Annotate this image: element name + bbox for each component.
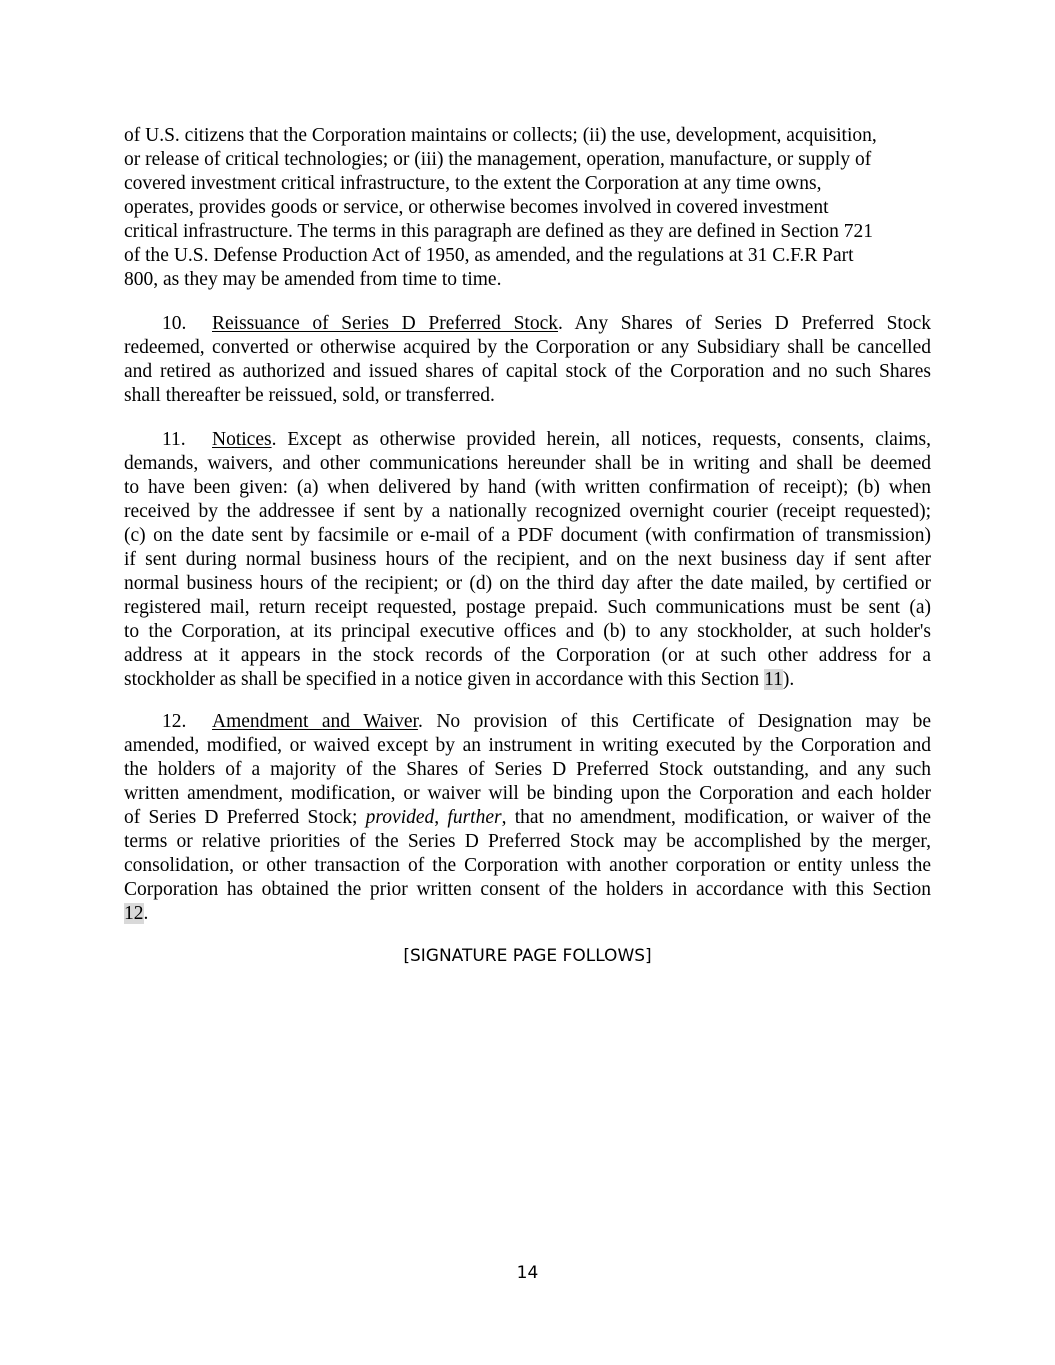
text-line: the holders of a majority of the Shares of Series D Preferred Stock outstanding, and any such xyxy=(124,759,931,780)
text-run: ). xyxy=(782,669,795,690)
text-line: shall thereafter be reissued, sold, or transferred. xyxy=(124,385,495,406)
text-line: of U.S. citizens that the Corporation maintains or collects; (ii) the use, development, acquisition, xyxy=(124,125,877,146)
section-12-first-line xyxy=(124,710,931,734)
cross-reference-field: 11 xyxy=(764,669,783,690)
section-10 xyxy=(124,312,931,408)
text-line: (c) on the date sent by facsimile or e-mail of a PDF document (with confirmation of transmission) xyxy=(124,525,931,546)
text-run: , that no amendment, modification, or waiver of the xyxy=(501,807,932,828)
section-11-last-line xyxy=(124,668,931,692)
text-run: . Except as otherwise provided herein, all notices, requests, consents, claims, xyxy=(271,429,931,450)
text-line: normal business hours of the recipient; or (d) on the third day after the date mailed, by certified or xyxy=(124,573,931,594)
text-line: to have been given: (a) when delivered by hand (with written confirmation of receipt); (b) when xyxy=(124,477,931,498)
text-run: of Series D Preferred Stock; xyxy=(124,807,366,828)
text-line: redeemed, converted or otherwise acquired by the Corporation or any Subsidiary shall be cancelled xyxy=(124,337,931,358)
text-line: of the U.S. Defense Production Act of 1950, as amended, and the regulations at 31 C.F.R Part xyxy=(124,245,854,266)
continuation-paragraph xyxy=(124,124,931,292)
text-line: 800, as they may be amended from time to time. xyxy=(124,269,502,290)
section-number: 10. xyxy=(162,313,187,334)
section-10-first-line xyxy=(124,312,931,336)
text-run: . xyxy=(143,903,149,924)
text-line: received by the addressee if sent by a nationally recognized overnight courier (receipt requested); xyxy=(124,501,931,522)
text-line: and retired as authorized and issued shares of capital stock of the Corporation and no such Shares xyxy=(124,361,931,382)
signature-page-note: [SIGNATURE PAGE FOLLOWS] xyxy=(403,946,652,966)
text-line: operates, provides goods or service, or otherwise becomes involved in covered investment xyxy=(124,197,829,218)
text-line: consolidation, or other transaction of the Corporation with another corporation or entity unless the xyxy=(124,855,931,876)
text-line: amended, modified, or waived except by an instrument in writing executed by the Corporation and xyxy=(124,735,931,756)
section-heading: Notices xyxy=(212,429,272,450)
text-run: , xyxy=(434,807,448,828)
text-line: demands, waivers, and other communications hereunder shall be in writing and shall be deemed xyxy=(124,453,931,474)
text-line: terms or relative priorities of the Series D Preferred Stock may be accomplished by the merger, xyxy=(124,831,931,852)
section-heading: Amendment and Waiver xyxy=(212,711,418,732)
italic-term: further xyxy=(447,807,502,828)
text-line: Corporation has obtained the prior written consent of the holders in accordance with this Section xyxy=(124,879,931,900)
section-11-first-line xyxy=(124,428,931,452)
page-number: 14 xyxy=(516,1263,539,1283)
text-line: registered mail, return receipt requested, postage prepaid. Such communications must be sent (a) xyxy=(124,597,931,618)
section-12-last-line xyxy=(124,902,931,926)
text-run: . Any Shares of Series D Preferred Stock xyxy=(558,313,932,334)
text-line: to the Corporation, at its principal executive offices and (b) to any stockholder, at such holder's xyxy=(124,621,931,642)
text-line: critical infrastructure. The terms in this paragraph are defined as they are defined in Section 721 xyxy=(124,221,874,242)
section-number: 12. xyxy=(162,711,187,732)
section-11 xyxy=(124,428,931,692)
text-line: or release of critical technologies; or (iii) the management, operation, manufacture, or supply of xyxy=(124,149,872,170)
text-run: . No provision of this Certificate of Designation may be xyxy=(417,711,931,732)
text-run: stockholder as shall be specified in a notice given in accordance with this Section xyxy=(124,669,765,690)
section-number: 11. xyxy=(162,429,186,450)
text-line: covered investment critical infrastructure, to the extent the Corporation at any time owns, xyxy=(124,173,822,194)
text-line: written amendment, modification, or waiver will be binding upon the Corporation and each holder xyxy=(124,783,931,804)
section-12-line-5 xyxy=(124,806,931,830)
cross-reference-field: 12 xyxy=(124,903,144,924)
section-heading: Reissuance of Series D Preferred Stock xyxy=(212,313,559,334)
text-line: if sent during normal business hours of the recipient, and on the next business day if sent after xyxy=(124,549,931,570)
section-12 xyxy=(124,710,931,926)
text-line: address at it appears in the stock records of the Corporation (or at such other address for a xyxy=(124,645,931,666)
italic-term: provided xyxy=(365,807,435,828)
